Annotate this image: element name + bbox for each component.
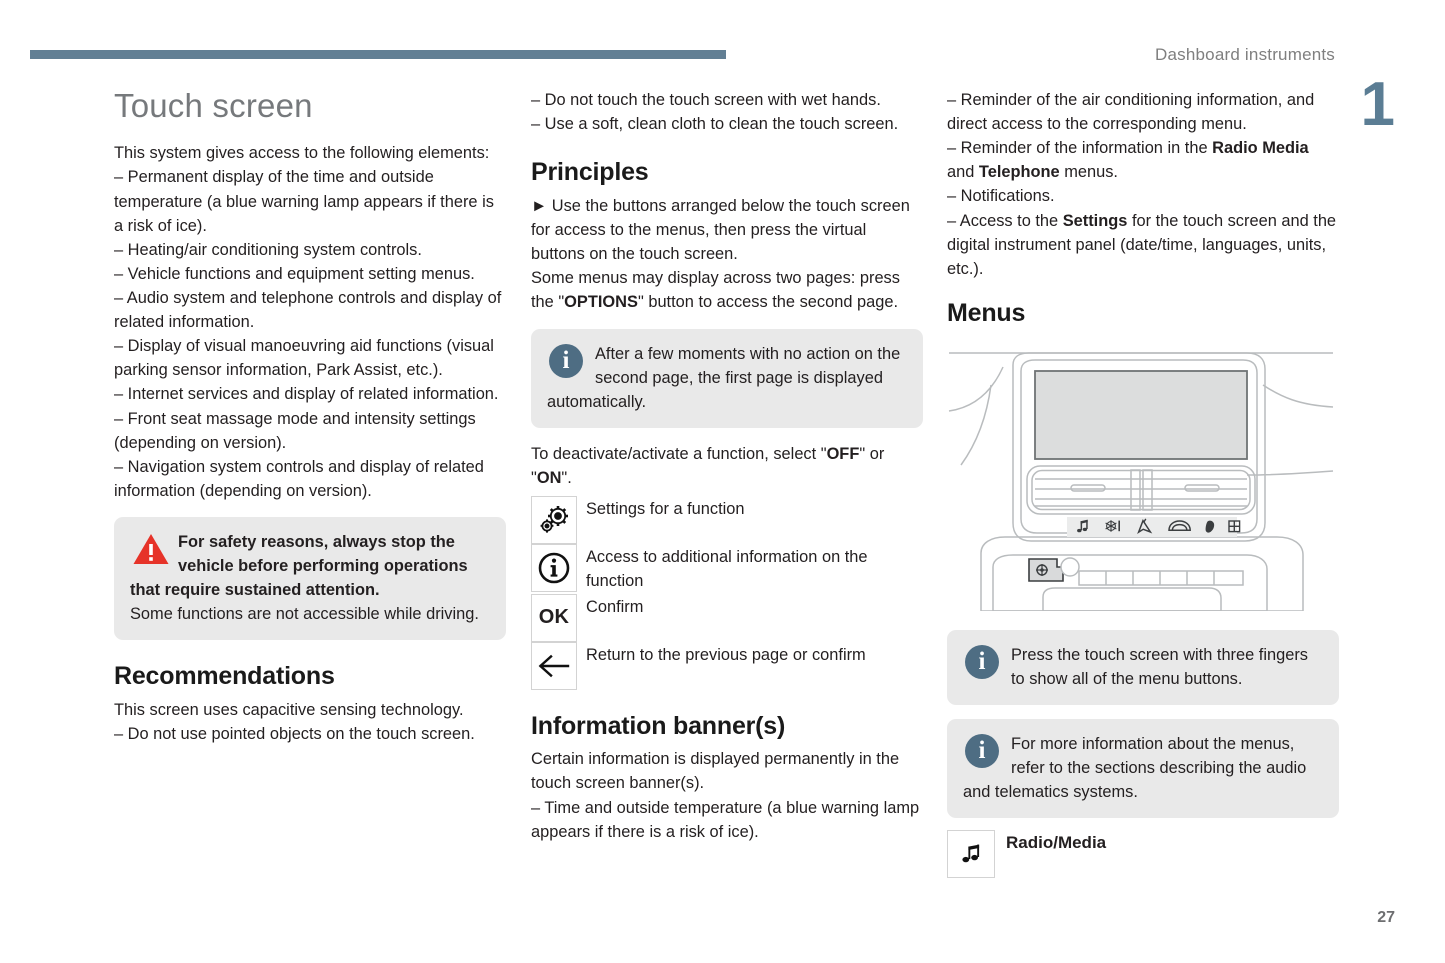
more-information-note-box — [947, 719, 1339, 818]
text-pre: – Reminder of the information in the — [947, 139, 1213, 158]
list-item: – Front seat massage mode and intensity settings (depending on version). — [114, 409, 476, 452]
column-2 — [531, 88, 923, 844]
info-icon-glyph: i — [965, 645, 999, 679]
info-icon — [549, 344, 585, 380]
ok-icon-label: OK — [538, 606, 570, 629]
three-finger-note-box — [947, 630, 1339, 705]
info-icon — [965, 734, 1001, 770]
list-item: – Audio system and telephone controls and display of related information. — [114, 288, 502, 332]
more-information-note-text: For more information about the menus, refer to the sections describing the audio and telematics systems. — [963, 734, 1307, 802]
ok-text-icon — [531, 594, 577, 642]
info-icon-glyph: i — [549, 344, 583, 378]
text-pre: Some menus may display across two pages: press the " — [531, 269, 900, 312]
list-item: – Notifications. — [947, 187, 1055, 206]
settings-label: Settings — [1062, 211, 1128, 230]
warning-triangle-icon — [132, 532, 168, 568]
header-rule — [30, 50, 726, 59]
table-row — [531, 594, 923, 642]
list-item: – Time and outside temperature (a blue warning lamp appears if there is a risk of ice). — [531, 798, 920, 841]
column-1 — [114, 88, 506, 746]
running-head: Dashboard instruments — [1155, 45, 1335, 64]
text-mid: " or " — [531, 444, 885, 487]
info-note-text: After a few moments with no action on the second page, the first page is displayed automatically. — [547, 344, 901, 411]
symbol-table — [531, 496, 923, 690]
info-circle-icon — [531, 544, 577, 592]
list-item — [947, 209, 1339, 281]
menus-heading: Menus — [947, 298, 1026, 327]
symbol-label: Return to the previous page or confirm — [586, 645, 866, 664]
menu-key-radio-media — [947, 830, 1339, 878]
music-note-icon — [947, 830, 995, 878]
safety-warning-box — [114, 517, 506, 640]
page-number: 27 — [1377, 909, 1395, 926]
information-banners-heading: Information banner(s) — [531, 711, 786, 740]
info-note-box — [531, 329, 923, 428]
list-item: – Navigation system controls and display of related information (depending on version). — [114, 457, 484, 500]
text-mid: and — [947, 163, 979, 182]
table-row — [531, 496, 923, 544]
info-icon — [965, 645, 1001, 681]
telephone-label: Telephone — [978, 163, 1060, 182]
list-item: – Internet services and display of related information. — [114, 385, 499, 404]
list-item: – Vehicle functions and equipment setting menus. — [114, 264, 475, 283]
recommendations-heading: Recommendations — [114, 662, 335, 691]
principles-step: ► Use the buttons arranged below the touch screen for access to the menus, then press the virtual buttons on the touch screen. — [531, 196, 910, 264]
principles-heading: Principles — [531, 158, 649, 187]
intro-paragraph: This system gives access to the following elements: — [114, 144, 490, 163]
text-post: for the touch screen and the digital instrument panel (date/time, languages, units, etc.). — [947, 211, 1337, 278]
list-item: – Do not use pointed objects on the touch screen. — [114, 725, 475, 744]
list-item: – Reminder of the air conditioning information, and direct access to the corresponding menu. — [947, 91, 1315, 134]
banners-lead: Certain information is displayed permanently in the touch screen banner(s). — [531, 750, 900, 793]
info-icon-glyph: i — [965, 734, 999, 768]
list-item: – Use a soft, clean cloth to clean the touch screen. — [531, 115, 899, 134]
principles-options-paragraph — [531, 266, 923, 314]
list-item: – Heating/air conditioning system controls. — [114, 240, 422, 259]
menu-key-label: Radio/Media — [1006, 833, 1107, 853]
table-row — [531, 642, 923, 690]
symbol-label: Access to additional information on the function — [586, 548, 868, 590]
on-value-label: ON — [536, 468, 562, 487]
page-title: Touch screen — [114, 87, 313, 124]
list-item: – Do not touch the touch screen with wet hands. — [531, 91, 881, 109]
warning-plain-text: Some functions are not accessible while driving. — [130, 605, 479, 624]
radio-media-label: Radio Media — [1212, 139, 1309, 158]
off-value-label: OFF — [826, 444, 860, 463]
deactivate-paragraph — [531, 442, 923, 490]
symbol-label: Confirm — [586, 597, 644, 616]
text-pre: – Access to the — [947, 211, 1063, 230]
list-item — [947, 136, 1339, 184]
three-finger-note-text: Press the touch screen with three fingers to show all of the menu buttons. — [1011, 645, 1309, 688]
options-button-label: OPTIONS — [564, 293, 638, 312]
table-row — [531, 544, 923, 594]
text-post: " button to access the second page. — [637, 293, 899, 312]
warning-text — [130, 530, 490, 626]
list-item: – Display of visual manoeuvring aid functions (visual parking sensor information, Park Assist, etc.). — [114, 337, 494, 380]
text-post: ". — [561, 468, 572, 487]
gears-settings-icon — [531, 496, 577, 544]
column-3 — [947, 88, 1339, 878]
text-pre: To deactivate/activate a function, select " — [531, 444, 827, 463]
text-post: menus. — [1059, 163, 1118, 182]
recommendations-lead: This screen uses capacitive sensing technology. — [114, 701, 464, 720]
list-item: – Permanent display of the time and outside temperature (a blue warning lamp appears if there is a risk of ice). — [114, 168, 494, 235]
dashboard-touchscreen-illustration — [947, 345, 1335, 611]
back-arrow-icon — [531, 642, 577, 690]
symbol-label: Settings for a function — [586, 500, 745, 519]
warning-bold-text: For safety reasons, always stop the vehicle before performing operations that require sustained attention. — [130, 532, 468, 600]
chapter-number: 1 — [1360, 70, 1395, 139]
